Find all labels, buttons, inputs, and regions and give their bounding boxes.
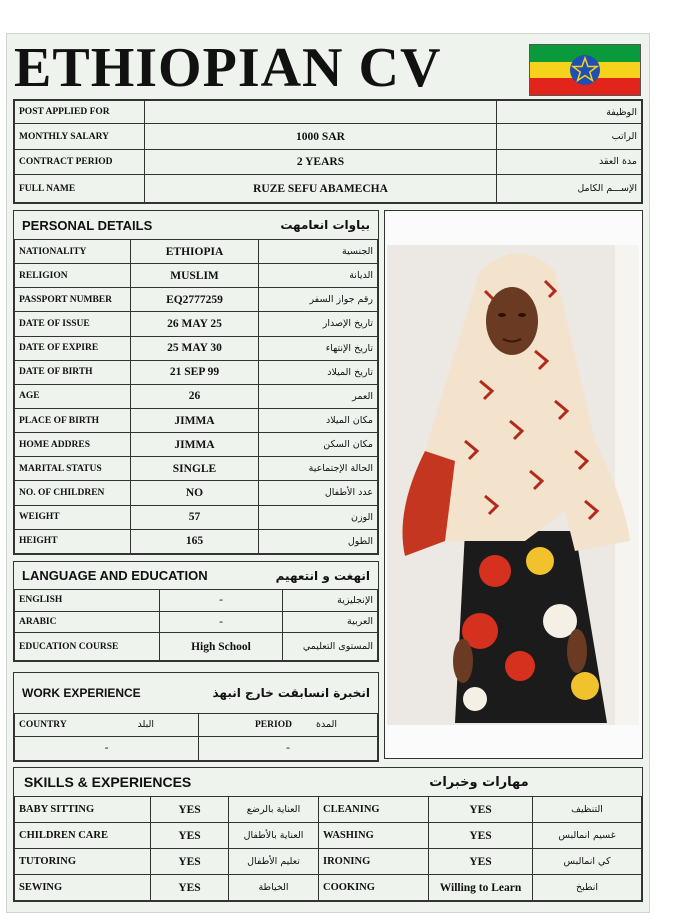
- skill-label-ar: تعليم الأطفال: [229, 849, 319, 875]
- language-label-ar: الإنجليزية: [283, 590, 378, 612]
- work-period-header: [199, 714, 378, 737]
- skill-row: [15, 823, 642, 849]
- personal-label-ar: تاريخ الإصدار: [259, 312, 378, 336]
- personal-label-ar: العمر: [259, 384, 378, 408]
- work-header-row: [15, 714, 378, 737]
- header-row-contract: [15, 149, 642, 174]
- work-experience-section: [13, 672, 379, 762]
- skill-value: YES: [429, 797, 533, 823]
- language-row-arabic: [15, 611, 378, 633]
- personal-label: NATIONALITY: [15, 240, 131, 264]
- header-label: POST APPLIED FOR: [15, 101, 145, 124]
- work-country-header: [15, 714, 199, 737]
- personal-details-title-ar: بياوات انعامهت: [280, 218, 370, 232]
- personal-row: [15, 457, 378, 481]
- skill-label: CHILDREN CARE: [15, 823, 151, 849]
- personal-value: 26: [131, 384, 259, 408]
- personal-row: [15, 288, 378, 312]
- personal-value: JIMMA: [131, 408, 259, 432]
- header-label-ar: الوظيفة: [497, 101, 642, 124]
- skill-label-ar: الخياطة: [229, 875, 319, 901]
- personal-label-ar: الديانة: [259, 264, 378, 288]
- skill-row: [15, 875, 642, 901]
- period-label: PERIOD: [255, 720, 292, 731]
- personal-row: [15, 481, 378, 505]
- candidate-photo: [385, 211, 641, 757]
- personal-label: HOME ADDRES: [15, 433, 131, 457]
- skill-value: YES: [151, 797, 229, 823]
- header-value: 2 YEARS: [145, 149, 497, 174]
- skill-label: COOKING: [319, 875, 429, 901]
- personal-row: [15, 336, 378, 360]
- education-value: High School: [160, 633, 283, 661]
- personal-row: [15, 240, 378, 264]
- personal-label-ar: تاريخ الميلاد: [259, 360, 378, 384]
- language-value: -: [160, 590, 283, 612]
- education-row: [15, 633, 378, 661]
- language-label: ENGLISH: [15, 590, 160, 612]
- personal-value: 21 SEP 99: [131, 360, 259, 384]
- personal-label-ar: الجنسية: [259, 240, 378, 264]
- skills-section: [13, 767, 643, 902]
- personal-row: [15, 408, 378, 432]
- personal-label-ar: الحالة الإجتماعية: [259, 457, 378, 481]
- skill-row: [15, 797, 642, 823]
- skill-label: WASHING: [319, 823, 429, 849]
- personal-row: [15, 529, 378, 553]
- skill-label: CLEANING: [319, 797, 429, 823]
- personal-value: 25 MAY 30: [131, 336, 259, 360]
- language-education-title-ar: انهغت و انتعهيم: [275, 568, 370, 583]
- skill-label: TUTORING: [15, 849, 151, 875]
- header-row-salary: [15, 124, 642, 149]
- skill-value: YES: [429, 823, 533, 849]
- personal-value: SINGLE: [131, 457, 259, 481]
- skill-value: Willing to Learn: [429, 875, 533, 901]
- personal-label-ar: الطول: [259, 529, 378, 553]
- skill-label-ar: كي انمالبس: [533, 849, 642, 875]
- language-education-title: LANGUAGE AND EDUCATION: [22, 568, 208, 583]
- skill-row: [15, 849, 642, 875]
- personal-value: MUSLIM: [131, 264, 259, 288]
- language-label: ARABIC: [15, 611, 160, 633]
- photo-frame: [384, 210, 643, 759]
- header-label-ar: مدة العقد: [497, 149, 642, 174]
- header-value: [145, 101, 497, 124]
- personal-value: JIMMA: [131, 433, 259, 457]
- language-education-section: [13, 561, 379, 662]
- skill-label-ar: العناية بالأطفال: [229, 823, 319, 849]
- personal-label: DATE OF EXPIRE: [15, 336, 131, 360]
- skill-label: BABY SITTING: [15, 797, 151, 823]
- personal-label: AGE: [15, 384, 131, 408]
- personal-details-section: [13, 210, 379, 555]
- skill-value: YES: [151, 875, 229, 901]
- skill-label-ar: العناية بالرضع: [229, 797, 319, 823]
- personal-label: DATE OF ISSUE: [15, 312, 131, 336]
- skill-label: SEWING: [15, 875, 151, 901]
- personal-row: [15, 312, 378, 336]
- work-value-row: [15, 736, 378, 760]
- skill-value: YES: [151, 823, 229, 849]
- skill-label: IRONING: [319, 849, 429, 875]
- header-value: RUZE SEFU ABAMECHA: [145, 175, 497, 203]
- header-row-post: [15, 101, 642, 124]
- personal-row: [15, 505, 378, 529]
- education-label-ar: المستوى التعليمي: [283, 633, 378, 661]
- period-label-ar: المدة: [316, 719, 337, 731]
- personal-details-title: PERSONAL DETAILS: [22, 217, 153, 233]
- personal-label: RELIGION: [15, 264, 131, 288]
- personal-label-ar: مكان الميلاد: [259, 408, 378, 432]
- personal-label: DATE OF BIRTH: [15, 360, 131, 384]
- personal-label-ar: مكان السكن: [259, 433, 378, 457]
- header-value: 1000 SAR: [145, 124, 497, 149]
- personal-label: NO. OF CHILDREN: [15, 481, 131, 505]
- personal-value: 57: [131, 505, 259, 529]
- header-label: MONTHLY SALARY: [15, 124, 145, 149]
- face: [486, 287, 538, 355]
- personal-row: [15, 264, 378, 288]
- header-label-ar: الإســـم الكامل: [497, 175, 642, 203]
- header-label: CONTRACT PERIOD: [15, 149, 145, 174]
- personal-value: 26 MAY 25: [131, 312, 259, 336]
- skill-value: YES: [151, 849, 229, 875]
- education-label: EDUCATION COURSE: [15, 633, 160, 661]
- personal-label: PLACE OF BIRTH: [15, 408, 131, 432]
- personal-row: [15, 433, 378, 457]
- skill-value: YES: [429, 849, 533, 875]
- personal-label-ar: الوزن: [259, 505, 378, 529]
- work-period-value: -: [199, 736, 378, 760]
- personal-label-ar: تاريخ الإنتهاء: [259, 336, 378, 360]
- personal-value: 165: [131, 529, 259, 553]
- personal-label-ar: رقم جواز السفر: [259, 288, 378, 312]
- skills-title: SKILLS & EXPERIENCES: [24, 774, 192, 790]
- skill-label-ar: انطبخ: [533, 875, 642, 901]
- personal-label: HEIGHT: [15, 529, 131, 553]
- language-value: -: [160, 611, 283, 633]
- personal-label: WEIGHT: [15, 505, 131, 529]
- personal-label-ar: عدد الأطفال: [259, 481, 378, 505]
- work-experience-title-ar: انخبرة انسابقت خارج انبهذ: [212, 686, 370, 700]
- ethiopian-flag: [529, 44, 641, 96]
- header-row-name: [15, 175, 642, 203]
- personal-value: ETHIOPIA: [131, 240, 259, 264]
- personal-label: MARITAL STATUS: [15, 457, 131, 481]
- skill-label-ar: التنظيف: [533, 797, 642, 823]
- header-label: FULL NAME: [15, 175, 145, 203]
- language-row-english: [15, 590, 378, 612]
- cv-title: ETHIOPIAN CV: [14, 37, 442, 99]
- personal-row: [15, 384, 378, 408]
- country-label-ar: البلد: [137, 719, 154, 731]
- work-experience-title: WORK EXPERIENCE: [22, 686, 141, 700]
- header-label-ar: الراتب: [497, 124, 642, 149]
- work-country-value: -: [15, 736, 199, 760]
- language-label-ar: العربية: [283, 611, 378, 633]
- personal-row: [15, 360, 378, 384]
- skill-label-ar: غسيم انمالبس: [533, 823, 642, 849]
- country-label: COUNTRY: [19, 720, 67, 731]
- header-table: [13, 99, 643, 204]
- skills-title-ar: مهارات وخبرات: [429, 774, 529, 790]
- personal-value: EQ2777259: [131, 288, 259, 312]
- personal-label: PASSPORT NUMBER: [15, 288, 131, 312]
- personal-value: NO: [131, 481, 259, 505]
